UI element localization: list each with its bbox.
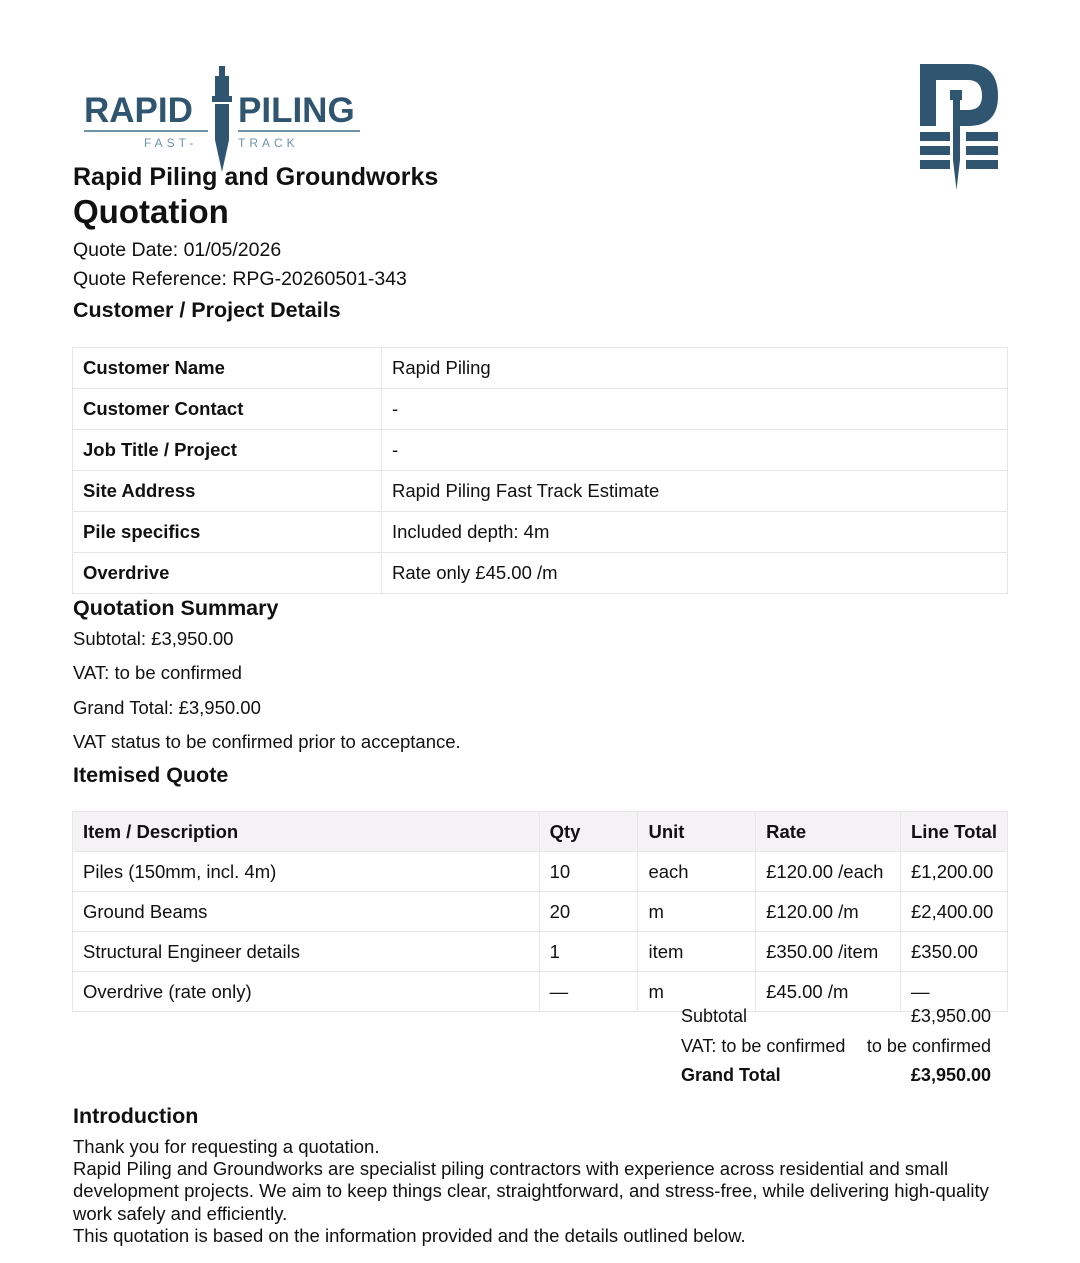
document-title: Quotation <box>73 193 229 230</box>
table-row <box>73 348 1008 389</box>
rapid-piling-p-mark-icon <box>916 62 1002 194</box>
quote-date: Quote Date: 01/05/2026 <box>73 239 282 261</box>
item-description: Piles (150mm, incl. 4m) <box>73 852 540 892</box>
totals-grand-label: Grand Total <box>681 1065 781 1085</box>
item-unit: each <box>638 852 756 892</box>
logo-tag-track: TRACK <box>238 136 299 150</box>
detail-value: Included depth: 4m <box>382 512 1008 553</box>
column-header-item: Item / Description <box>73 812 540 852</box>
logo-word-piling: PILING <box>238 91 355 130</box>
summary-heading: Quotation Summary <box>73 596 279 620</box>
pile-dagger-icon <box>212 66 232 172</box>
item-rate: £120.00 /m <box>756 892 901 932</box>
summary-vat-note: VAT status to be confirmed prior to acceptance. <box>73 731 461 752</box>
logo-tag-fast: FAST- <box>144 136 198 150</box>
item-description: Ground Beams <box>73 892 540 932</box>
quote-reference: Quote Reference: RPG-20260501-343 <box>73 268 407 290</box>
introduction-heading: Introduction <box>73 1104 199 1128</box>
table-row <box>73 852 1008 892</box>
totals-subtotal-row <box>681 1006 991 1036</box>
logo-word-rapid: RAPID <box>84 91 193 130</box>
item-unit: m <box>638 972 756 1012</box>
table-row <box>73 892 1008 932</box>
item-line-total: — <box>901 972 1008 1012</box>
detail-value: - <box>382 430 1008 471</box>
detail-value: - <box>382 389 1008 430</box>
item-rate: £350.00 /item <box>756 932 901 972</box>
summary-grand-total: Grand Total: £3,950.00 <box>73 697 261 718</box>
itemised-heading: Itemised Quote <box>73 763 229 787</box>
table-row <box>73 512 1008 553</box>
item-unit: item <box>638 932 756 972</box>
detail-label: Overdrive <box>73 553 382 594</box>
totals-subtotal-label: Subtotal <box>681 1006 748 1026</box>
column-header-unit: Unit <box>638 812 756 852</box>
totals-vat-value: to be confirmed <box>866 1035 991 1056</box>
column-header-rate: Rate <box>756 812 901 852</box>
intro-paragraph: Rapid Piling and Groundworks are specialist piling contractors with experience across residential and small development projects. We aim to keep things clear, straightforward, and stress-free, while delivering high-quality work safely and efficiently. <box>73 1158 989 1224</box>
item-line-total: £350.00 <box>901 932 1008 972</box>
detail-label: Pile specifics <box>73 512 382 553</box>
table-row <box>73 430 1008 471</box>
totals-subtotal-value: £3,950.00 <box>910 1006 991 1026</box>
table-row <box>73 471 1008 512</box>
summary-vat: VAT: to be confirmed <box>73 662 242 683</box>
summary-subtotal: Subtotal: £3,950.00 <box>73 628 234 649</box>
detail-value: Rate only £45.00 /m <box>382 553 1008 594</box>
column-header-qty: Qty <box>539 812 638 852</box>
item-rate: £45.00 /m <box>756 972 901 1012</box>
item-qty: — <box>539 972 638 1012</box>
item-description: Overdrive (rate only) <box>73 972 540 1012</box>
detail-label: Job Title / Project <box>73 430 382 471</box>
table-row <box>73 932 1008 972</box>
item-qty: 20 <box>539 892 638 932</box>
intro-paragraph: This quotation is based on the information provided and the details outlined below. <box>73 1224 746 1246</box>
detail-label: Customer Contact <box>73 389 382 430</box>
customer-details-table <box>72 347 1008 594</box>
item-description: Structural Engineer details <box>73 932 540 972</box>
totals-vat-label: VAT: to be confirmed <box>681 1035 846 1056</box>
customer-section-heading: Customer / Project Details <box>73 298 341 322</box>
totals-grand-row <box>681 1065 991 1095</box>
item-unit: m <box>638 892 756 932</box>
item-line-total: £1,200.00 <box>901 852 1008 892</box>
rapid-piling-logo <box>82 64 364 176</box>
item-qty: 1 <box>539 932 638 972</box>
itemised-quote-table <box>72 811 1008 1012</box>
company-name: Rapid Piling and Groundworks <box>73 163 439 191</box>
totals-vat-row <box>681 1036 991 1066</box>
item-rate: £120.00 /each <box>756 852 901 892</box>
detail-label: Customer Name <box>73 348 382 389</box>
column-header-line-total: Line Total <box>901 812 1008 852</box>
item-qty: 10 <box>539 852 638 892</box>
table-row <box>73 553 1008 594</box>
intro-paragraph: Thank you for requesting a quotation. <box>73 1136 380 1157</box>
totals-grand-value: £3,950.00 <box>910 1065 991 1085</box>
detail-value: Rapid Piling Fast Track Estimate <box>382 471 1008 512</box>
detail-label: Site Address <box>73 471 382 512</box>
item-line-total: £2,400.00 <box>901 892 1008 932</box>
detail-value: Rapid Piling <box>382 348 1008 389</box>
table-header-row <box>73 812 1008 852</box>
introduction-body <box>73 1136 1003 1247</box>
totals-block <box>681 1006 991 1095</box>
table-row <box>73 389 1008 430</box>
